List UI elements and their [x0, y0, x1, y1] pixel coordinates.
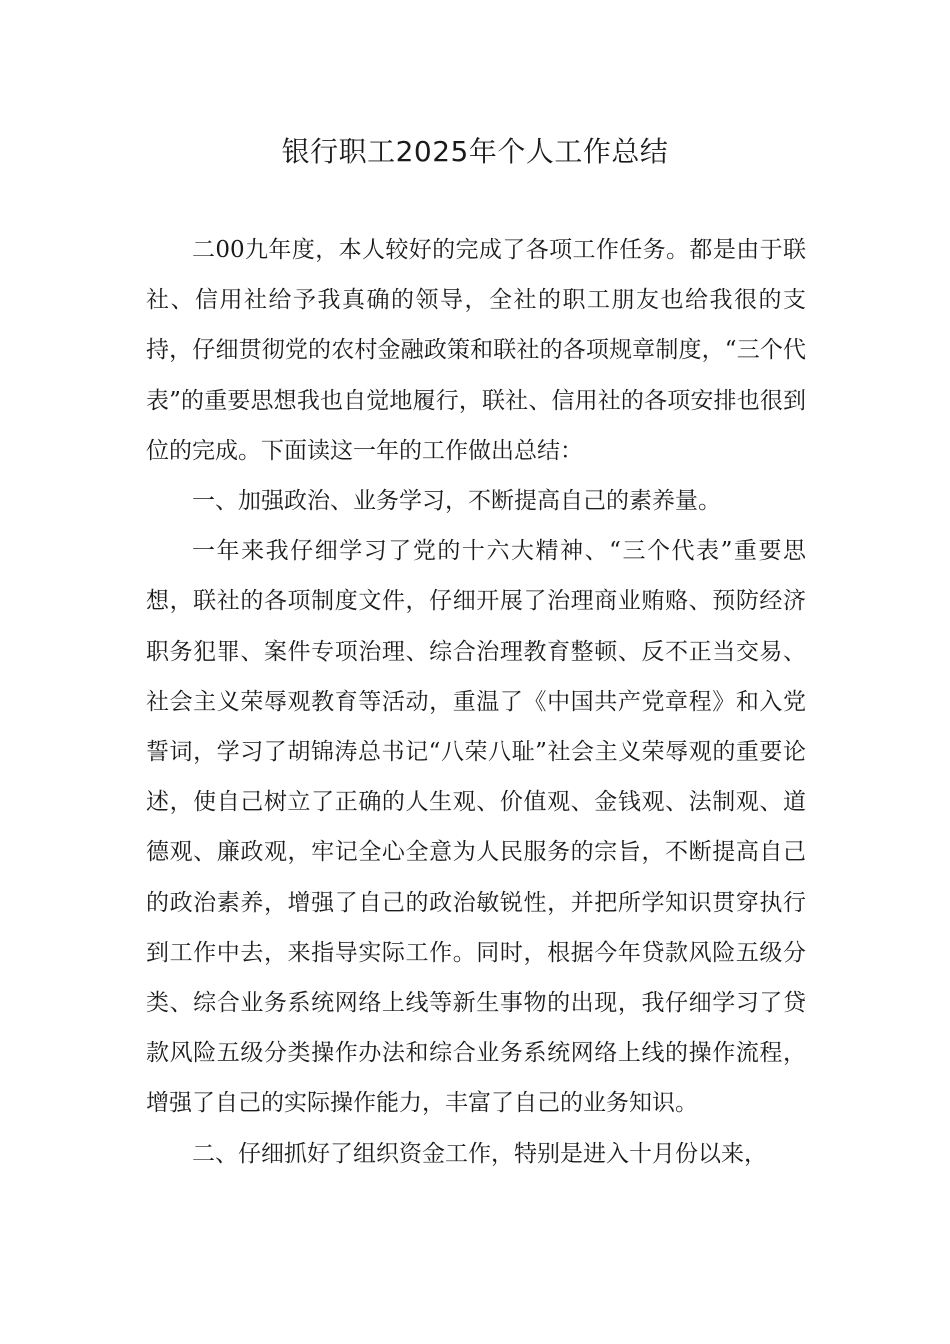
- section-heading-1: 一、加强政治、业务学习，不断提高自己的素养量。: [192, 488, 721, 515]
- document-title: 银行职工2025年个人工作总结: [281, 135, 669, 168]
- document-body: [146, 225, 806, 1179]
- paragraph-intro: 二00九年度，本人较好的完成了各项工作任务。都是由于联社、信用社给予我真确的领导，全社的职工朋友也给我很的支持，仔细贯彻党的农村金融政策和联社的各项规章制度，“三个代表”的重要思想我也自觉地履行，联社、信用社的各项安排也很到位的完成。下面读这一年的工作做出总结：: [146, 237, 806, 464]
- paragraph-study: 一年来我仔细学习了党的十六大精神、“三个代表”重要思想，联社的各项制度文件，仔细开展了治理商业贿赂、预防经济职务犯罪、案件专项治理、综合治理教育整顿、反不正当交易、社会主义荣辱观教育等活动，重温了《中国共产党章程》和入党誓词，学习了胡锦涛总书记“八荣八耻”社会主义荣辱观的重要论述，使自己树立了正确的人生观、价值观、金钱观、法制观、道德观、廉政观，牢记全心全意为人民服务的宗旨，不断提高自己的政治素养，增强了自己的政治敏锐性，并把所学知识贯穿执行到工作中去，来指导实际工作。同时，根据今年贷款风险五级分类、综合业务系统网络上线等新生事物的出现，我仔细学习了贷款风险五级分类操作办法和综合业务系统网络上线的操作流程，增强了自己的实际操作能力，丰富了自己的业务知识。: [146, 538, 806, 1117]
- section-heading-2: 二、仔细抓好了组织资金工作，特别是进入十月份以来，: [192, 1140, 767, 1167]
